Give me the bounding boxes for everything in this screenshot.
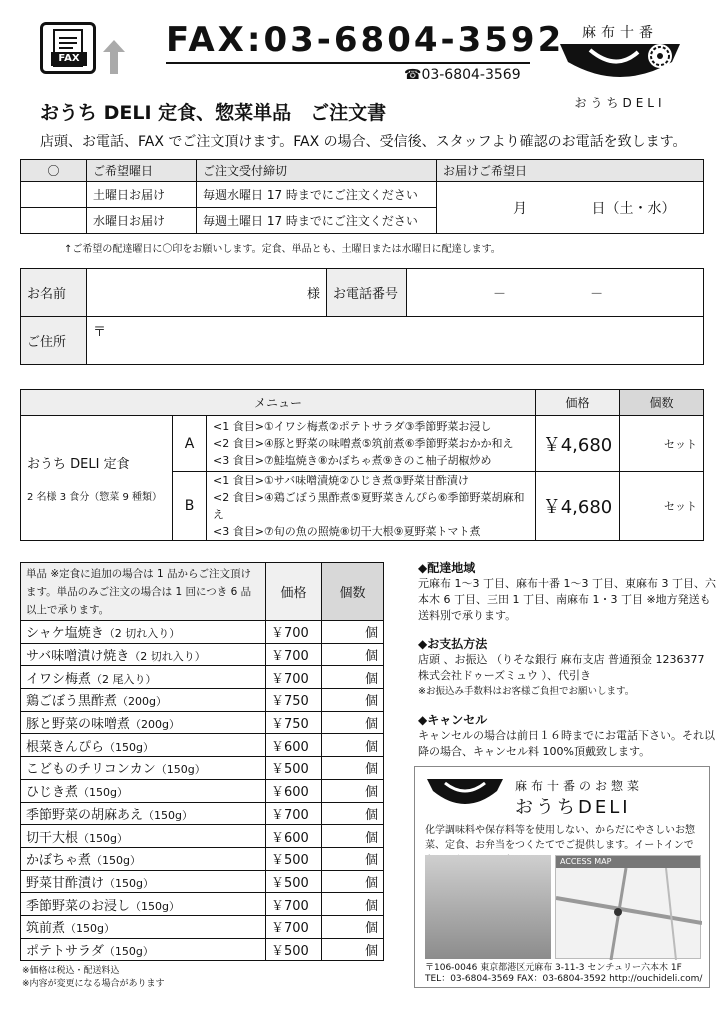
bowl-logo-icon — [425, 777, 505, 813]
table-row — [21, 621, 384, 644]
cancel-text: キャンセルの場合は前日１６時までにお電話下さい。それ以降の場合、キャンセル料 100%頂戴致します。 — [418, 729, 715, 758]
date-cell[interactable] — [437, 182, 704, 234]
table-row — [21, 847, 384, 870]
area-title: ◆配達地域 — [418, 561, 476, 575]
single-header: 単品 ※定食に追加の場合は 1 品からご注文頂けます。単品のみご注文の場合は 1 回につき 6 品以上で承ります。 — [21, 563, 266, 621]
item-name-cell — [21, 870, 266, 893]
deadline-sat: 毎週水曜日 17 時までにご注文ください — [197, 182, 437, 208]
item-price: ￥500 — [266, 938, 322, 961]
name-label: お名前 — [21, 269, 87, 317]
table-row — [21, 734, 384, 757]
phone-field[interactable] — [407, 269, 704, 317]
date-day: 日（土・水） — [591, 200, 676, 217]
item-name-cell — [21, 734, 266, 757]
price-header: 価格 — [536, 390, 620, 416]
shop-card — [414, 766, 710, 988]
course-line: <1 食目>①イワシ梅煮②ポテトサラダ③季節野菜お浸し — [213, 420, 492, 433]
table-row — [21, 825, 384, 848]
shop-address — [425, 963, 702, 985]
item-price: ￥750 — [266, 711, 322, 734]
item-name: サバ味噌漬け焼き — [26, 649, 130, 665]
item-name-cell — [21, 621, 266, 644]
set-name-cell — [21, 416, 173, 541]
item-name-cell — [21, 847, 266, 870]
item-qty-field[interactable] — [322, 825, 384, 848]
shop-logo — [556, 22, 684, 111]
item-name-cell — [21, 779, 266, 802]
item-size: （150g） — [65, 922, 115, 936]
item-qty-field[interactable] — [322, 621, 384, 644]
item-name: 季節野菜のお浸し — [26, 898, 131, 914]
phone-label: お電話番号 — [327, 269, 407, 317]
honorific: 様 — [306, 287, 320, 302]
footnotes — [22, 965, 165, 991]
day-header: ご希望曜日 — [87, 160, 197, 182]
item-name-cell — [21, 893, 266, 916]
item-name-cell — [21, 666, 266, 689]
cancel-title: ◆キャンセル — [418, 713, 488, 727]
access-map — [555, 855, 701, 959]
item-size: （2 切れ入り） — [103, 627, 181, 641]
shop-name-sub: 麻布十番のお惣菜 — [515, 779, 644, 793]
set-menu-table — [20, 389, 704, 541]
table-row — [21, 643, 384, 666]
map-roads-icon — [556, 868, 702, 960]
item-name: ひじき煮 — [26, 785, 79, 801]
item-size: （200g） — [130, 718, 180, 732]
address-line: 〒106-0046 東京都港区元麻布 3-11-3 センチュリー六本木 1F — [425, 963, 682, 973]
item-size: （150g） — [143, 808, 193, 822]
check-cell-wed[interactable] — [21, 208, 87, 234]
item-name: ポテトサラダ — [26, 943, 104, 959]
item-name-cell — [21, 938, 266, 961]
item-name: 根菜きんぴら — [26, 739, 105, 755]
item-size: （150g） — [78, 831, 128, 845]
item-qty-field[interactable] — [322, 734, 384, 757]
table-row — [21, 757, 384, 780]
date-header: お届けご希望日 — [437, 160, 704, 182]
item-price: ￥750 — [266, 689, 322, 712]
item-qty-field[interactable] — [322, 666, 384, 689]
customer-table — [20, 268, 704, 365]
phone-sep: － — [493, 287, 507, 302]
table-row — [21, 893, 384, 916]
item-size: （150g） — [104, 740, 154, 754]
check-header: 〇 — [21, 160, 87, 182]
item-size: （2 尾入り） — [91, 672, 157, 686]
info-column — [418, 560, 718, 760]
unit-label: 個 — [364, 762, 378, 778]
item-name-cell — [21, 757, 266, 780]
item-qty-field[interactable] — [322, 802, 384, 825]
course-code: A — [173, 416, 207, 472]
page-title: おうち DELI 定食、惣菜単品 ご注文書 — [40, 102, 387, 124]
unit-label: 個 — [364, 785, 378, 801]
item-size: （2 切れ入り） — [129, 650, 206, 664]
course-qty-field[interactable] — [620, 472, 704, 541]
unit-label: セット — [664, 500, 697, 513]
item-price: ￥700 — [266, 621, 322, 644]
fax-number: FAX:03-6804-3592 — [166, 20, 565, 60]
item-name: 豚と野菜の味噌煮 — [26, 717, 131, 733]
logo-bottom-text: おうちDELI — [574, 96, 666, 110]
delivery-table — [20, 159, 704, 234]
unit-label: 個 — [364, 649, 378, 665]
item-size: （150g） — [103, 944, 154, 958]
item-qty-field[interactable] — [322, 689, 384, 712]
map-label: ACCESS MAP — [556, 856, 700, 868]
item-name-cell — [21, 825, 266, 848]
item-price: ￥700 — [266, 643, 322, 666]
deadline-wed: 毎週土曜日 17 時までにご注文ください — [197, 208, 437, 234]
item-price: ￥600 — [266, 825, 322, 848]
item-price: ￥600 — [266, 779, 322, 802]
item-name-cell — [21, 711, 266, 734]
divider — [166, 62, 530, 64]
table-row — [21, 689, 384, 712]
logo-top-text: 麻布十番 — [582, 25, 658, 41]
item-size: （150g） — [78, 786, 128, 800]
bowl-logo-icon — [556, 42, 684, 88]
deadline-header: ご注文受付締切 — [197, 160, 437, 182]
course-line: <1 食目>①サバ味噌漬焼②ひじき煮③野菜甘酢漬け — [213, 474, 469, 487]
day-sat: 土曜日お届け — [87, 182, 197, 208]
course-code: B — [173, 472, 207, 541]
item-price: ￥600 — [266, 734, 322, 757]
item-qty-field[interactable] — [322, 643, 384, 666]
item-name: 筑前煮 — [26, 921, 66, 937]
pay-text: 店頭 、お振込 （りそな銀行 麻布支店 普通預金 1236377 株式会社ドゥーズミュウ ）、代引き — [418, 653, 705, 682]
table-row — [21, 779, 384, 802]
postal-mark: 〒 — [93, 325, 107, 340]
item-name: こどものチリコンカン — [26, 762, 156, 778]
table-row — [21, 938, 384, 961]
item-price: ￥500 — [266, 757, 322, 780]
footnote: ※内容が変更になる場合があります — [22, 979, 165, 989]
item-qty-field[interactable] — [322, 870, 384, 893]
item-name: かぼちゃ煮 — [26, 853, 92, 869]
name-field[interactable] — [87, 269, 327, 317]
fax-icon-label: FAX — [51, 52, 87, 66]
item-qty-field[interactable] — [322, 847, 384, 870]
unit-label: 個 — [364, 898, 378, 914]
unit-label: 個 — [364, 739, 378, 755]
footnote: ※価格は税込・配送料込 — [22, 966, 120, 976]
item-name: イワシ梅煮 — [26, 671, 92, 687]
phone-sep: － — [590, 287, 604, 302]
item-name: シャケ塩焼き — [26, 626, 104, 642]
set-name: おうち DELI 定食 — [27, 457, 130, 472]
course-line: <2 食目>④鶏ごぼう黒酢煮⑤夏野菜きんぴら⑥季節野菜胡麻和え — [213, 491, 525, 521]
table-row — [21, 711, 384, 734]
check-cell-sat[interactable] — [21, 182, 87, 208]
unit-label: 個 — [364, 807, 378, 823]
pay-title: ◆お支払方法 — [418, 637, 488, 651]
course-line: <2 食目>④豚と野菜の味噌煮⑤筑前煮⑥季節野菜おかか和え — [213, 437, 514, 450]
item-size: （150g） — [104, 876, 154, 890]
course-price: ￥4,680 — [536, 416, 620, 472]
course-line: <3 食目>⑦旬の魚の照焼⑧切干大根⑨夏野菜トマト煮 — [213, 525, 481, 538]
item-qty-field[interactable] — [322, 915, 384, 938]
unit-label: 個 — [364, 921, 378, 937]
single-items-table — [20, 562, 384, 961]
item-price: ￥700 — [266, 802, 322, 825]
unit-label: 個 — [364, 717, 378, 733]
item-name: 野菜甘酢漬け — [26, 875, 105, 891]
item-size: （150g） — [130, 899, 180, 913]
unit-label: セット — [664, 437, 697, 451]
course-contents — [207, 416, 536, 472]
course-qty-field[interactable] — [620, 416, 704, 472]
unit-label: 個 — [364, 875, 378, 891]
item-qty-field[interactable] — [322, 893, 384, 916]
item-name-cell — [21, 643, 266, 666]
unit-label: 個 — [364, 830, 378, 846]
table-row — [21, 915, 384, 938]
item-name-cell — [21, 689, 266, 712]
fax-icon — [40, 22, 96, 74]
item-name: 季節野菜の胡麻あえ — [26, 807, 144, 823]
unit-label: 個 — [364, 671, 378, 687]
shop-description: 化学調味料や保存料等を使用しない、からだにやさしいお惣菜、定食、お弁当をつくたてでご提供します。イートインで — [425, 825, 695, 851]
single-price-header: 価格 — [266, 563, 322, 621]
day-wed: 水曜日お届け — [87, 208, 197, 234]
unit-label: 個 — [364, 626, 378, 642]
area-text: 元麻布 1～3 丁目、麻布十番 1～3 丁目、東麻布 3 丁目、六本木 6 丁目、三田 1 丁目、南麻布 1・3 丁目 ※地方発送も送料別で承ります。 — [418, 577, 716, 622]
course-line: <3 食目>⑦鮭塩焼き⑧かぼちゃ煮⑨きのこ柚子胡椒炒め — [213, 454, 492, 467]
shop-photo — [425, 855, 551, 959]
address-field[interactable] — [87, 317, 704, 365]
item-qty-field[interactable] — [322, 779, 384, 802]
shop-name: おうちDELI — [515, 797, 631, 818]
up-arrow-icon — [103, 40, 125, 74]
unit-label: 個 — [364, 694, 378, 710]
item-size: （150g） — [155, 763, 206, 777]
course-contents — [207, 472, 536, 541]
menu-header: メニュー — [21, 390, 536, 416]
lead-text: 店頭、お電話、FAX でご注文頂けます。FAX の場合、受信後、スタッフより確認のお電話を致します。 — [40, 134, 687, 150]
table-row — [21, 870, 384, 893]
item-name-cell — [21, 915, 266, 938]
contact-line: TEL：03-6804-3569 FAX：03-6804-3592 http://ouchideli.com/ — [425, 974, 703, 984]
table-row — [21, 802, 384, 825]
qty-header: 個数 — [620, 390, 704, 416]
item-size: （150g） — [91, 854, 141, 868]
unit-label: 個 — [364, 943, 378, 959]
unit-label: 個 — [364, 853, 378, 869]
date-month: 月 — [513, 200, 527, 217]
item-size: （200g） — [117, 695, 167, 709]
item-name-cell — [21, 802, 266, 825]
delivery-note: ↑ご希望の配達曜日に〇印をお願いします。定食、単品とも、土曜日または水曜日に配達します。 — [64, 244, 501, 255]
item-qty-field[interactable] — [322, 711, 384, 734]
item-price: ￥700 — [266, 666, 322, 689]
item-name: 切干大根 — [26, 830, 79, 846]
item-qty-field[interactable] — [322, 938, 384, 961]
course-price: ￥4,680 — [536, 472, 620, 541]
item-price: ￥500 — [266, 870, 322, 893]
single-qty-header: 個数 — [322, 563, 384, 621]
pay-note: ※お振込み手数料はお客様ご負担でお願いします。 — [418, 686, 635, 697]
set-desc: 2 名様 3 食分（惣菜 9 種類） — [27, 492, 162, 503]
address-label: ご住所 — [21, 317, 87, 365]
item-price: ￥500 — [266, 847, 322, 870]
item-price: ￥700 — [266, 893, 322, 916]
item-qty-field[interactable] — [322, 757, 384, 780]
item-price: ￥700 — [266, 915, 322, 938]
tel-number: ☎03-6804-3569 — [404, 67, 521, 83]
table-row — [21, 666, 384, 689]
item-name: 鶏ごぼう黒酢煮 — [26, 694, 118, 710]
